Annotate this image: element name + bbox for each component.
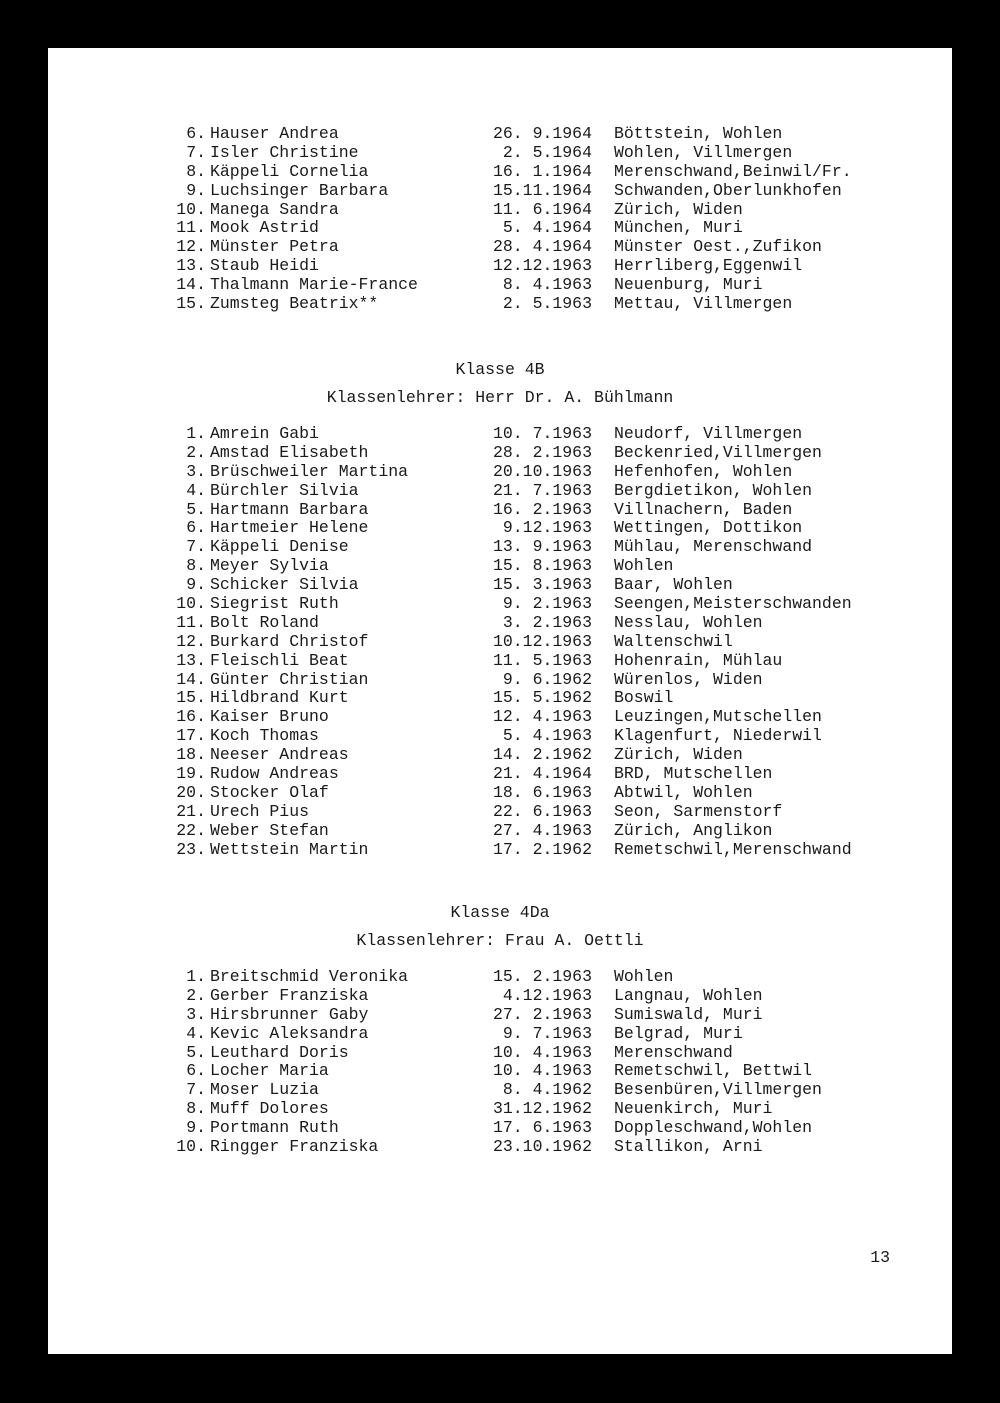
student-name: Kaiser Bruno xyxy=(210,707,329,727)
student-row xyxy=(48,257,952,276)
student-number: 7. xyxy=(186,142,206,162)
birth-date: 8. 4.1962 xyxy=(502,1080,592,1100)
hometown-residence: Böttstein, Wohlen xyxy=(614,124,783,143)
student-row xyxy=(48,1006,952,1025)
student-list-continued xyxy=(48,125,952,314)
student-number: 3. xyxy=(186,461,206,481)
student-name: Hartmeier Helene xyxy=(210,518,369,538)
birth-date: 10. 7.1963 xyxy=(492,424,592,443)
student-name: Staub Heidi xyxy=(210,256,319,276)
birth-date: 28. 4.1964 xyxy=(492,237,592,257)
student-number: 13. xyxy=(176,256,206,276)
student-row xyxy=(48,671,952,690)
hometown-residence: Zürich, Widen xyxy=(614,199,743,219)
student-name: Neeser Andreas xyxy=(210,745,349,765)
student-name: Wettstein Martin xyxy=(210,839,369,859)
hometown-residence: Neudorf, Villmergen xyxy=(614,424,803,443)
birth-date: 12. 4.1963 xyxy=(492,707,592,727)
student-number: 7. xyxy=(186,537,206,557)
birth-date: 28. 2.1963 xyxy=(492,442,592,462)
student-number: 5. xyxy=(186,1042,206,1062)
student-number: 6. xyxy=(186,1061,206,1081)
hometown-residence: Schwanden,Oberlunkhofen xyxy=(614,180,842,200)
hometown-residence: Stallikon, Arni xyxy=(614,1137,763,1157)
hometown-residence: Mettau, Villmergen xyxy=(614,294,793,314)
student-row xyxy=(48,614,952,633)
hometown-residence: Nesslau, Wohlen xyxy=(614,612,763,632)
student-name: Thalmann Marie-France xyxy=(210,275,418,295)
birth-date: 3. 2.1963 xyxy=(502,612,592,632)
student-row xyxy=(48,463,952,482)
birth-date: 31.12.1962 xyxy=(492,1099,592,1119)
student-name: Stocker Olaf xyxy=(210,782,329,802)
student-number: 2. xyxy=(186,985,206,1005)
birth-date: 12.12.1963 xyxy=(492,256,592,276)
birth-date: 27. 2.1963 xyxy=(492,1004,592,1024)
student-number: 9. xyxy=(186,180,206,200)
student-row xyxy=(48,784,952,803)
student-row xyxy=(48,444,952,463)
student-name: Rudow Andreas xyxy=(210,764,339,784)
student-number: 12. xyxy=(176,237,206,257)
student-row xyxy=(48,822,952,841)
hometown-residence: Merenschwand,Beinwil/Fr. xyxy=(614,161,852,181)
student-row xyxy=(48,968,952,987)
birth-date: 21. 4.1964 xyxy=(492,764,592,784)
student-row xyxy=(48,1025,952,1044)
student-name: Weber Stefan xyxy=(210,820,329,840)
hometown-residence: Wohlen xyxy=(614,556,674,576)
student-name: Hartmann Barbara xyxy=(210,499,369,519)
student-number: 7. xyxy=(186,1080,206,1100)
birth-date: 17. 2.1962 xyxy=(492,839,592,859)
student-number: 9. xyxy=(186,575,206,595)
birth-date: 15. 8.1963 xyxy=(492,556,592,576)
student-row xyxy=(48,595,952,614)
student-name: Moser Luzia xyxy=(210,1080,319,1100)
student-name: Manega Sandra xyxy=(210,199,339,219)
hometown-residence: Belgrad, Muri xyxy=(614,1023,743,1043)
birth-date: 27. 4.1963 xyxy=(492,820,592,840)
birth-date: 15. 3.1963 xyxy=(492,575,592,595)
student-row xyxy=(48,519,952,538)
hometown-residence: Mühlau, Merenschwand xyxy=(614,537,813,557)
student-name: Günter Christian xyxy=(210,669,369,689)
student-number: 6. xyxy=(186,124,206,143)
birth-date: 11. 5.1963 xyxy=(492,650,592,670)
student-row xyxy=(48,201,952,220)
hometown-residence: BRD, Mutschellen xyxy=(614,764,773,784)
birth-date: 20.10.1963 xyxy=(492,461,592,481)
student-row xyxy=(48,125,952,144)
birth-date: 15. 2.1963 xyxy=(492,967,592,986)
student-row xyxy=(48,163,952,182)
student-name: Amstad Elisabeth xyxy=(210,442,369,462)
student-name: Amrein Gabi xyxy=(210,424,319,443)
birth-date: 21. 7.1963 xyxy=(492,480,592,500)
hometown-residence: Würenlos, Widen xyxy=(614,669,763,689)
student-number: 5. xyxy=(186,499,206,519)
student-row xyxy=(48,652,952,671)
student-row xyxy=(48,182,952,201)
birth-date: 10.12.1963 xyxy=(492,631,592,651)
class-4b-title: Klasse 4B xyxy=(455,360,545,379)
student-row xyxy=(48,501,952,520)
hometown-residence: Merenschwand xyxy=(614,1042,733,1062)
student-row xyxy=(48,746,952,765)
birth-date: 18. 6.1963 xyxy=(492,782,592,802)
student-row xyxy=(48,1138,952,1157)
student-name: Hirsbrunner Gaby xyxy=(210,1004,369,1024)
hometown-residence: Waltenschwil xyxy=(614,631,733,651)
student-name: Portmann Ruth xyxy=(210,1118,339,1138)
student-number: 14. xyxy=(176,669,206,689)
student-number: 10. xyxy=(176,199,206,219)
birth-date: 5. 4.1963 xyxy=(502,726,592,746)
student-name: Brüschweiler Martina xyxy=(210,461,409,481)
class-4da-title: Klasse 4Da xyxy=(450,903,550,922)
birth-date: 10. 4.1963 xyxy=(492,1061,592,1081)
student-name: Hauser Andrea xyxy=(210,124,339,143)
student-name: Siegrist Ruth xyxy=(210,594,339,614)
student-row xyxy=(48,708,952,727)
birth-date: 8. 4.1963 xyxy=(502,275,592,295)
student-row xyxy=(48,1044,952,1063)
hometown-residence: Abtwil, Wohlen xyxy=(614,782,753,802)
student-row xyxy=(48,219,952,238)
birth-date: 10. 4.1963 xyxy=(492,1042,592,1062)
birth-date: 9.12.1963 xyxy=(502,518,592,538)
birth-date: 9. 2.1963 xyxy=(502,594,592,614)
student-number: 10. xyxy=(176,1137,206,1157)
student-name: Schicker Silvia xyxy=(210,575,359,595)
hometown-residence: Remetschwil, Bettwil xyxy=(614,1061,813,1081)
student-name: Ringger Franziska xyxy=(210,1137,379,1157)
student-number: 9. xyxy=(186,1118,206,1138)
birth-date: 9. 6.1962 xyxy=(502,669,592,689)
birth-date: 15. 5.1962 xyxy=(492,688,592,708)
student-name: Bolt Roland xyxy=(210,612,319,632)
hometown-residence: Langnau, Wohlen xyxy=(614,985,763,1005)
hometown-residence: Hefenhofen, Wohlen xyxy=(614,461,793,481)
student-number: 1. xyxy=(186,967,206,986)
birth-date: 2. 5.1964 xyxy=(502,142,592,162)
student-name: Bürchler Silvia xyxy=(210,480,359,500)
student-row xyxy=(48,538,952,557)
birth-date: 5. 4.1964 xyxy=(502,218,592,238)
student-name: Hildbrand Kurt xyxy=(210,688,349,708)
hometown-residence: Doppleschwand,Wohlen xyxy=(614,1118,813,1138)
student-row xyxy=(48,1100,952,1119)
hometown-residence: Wohlen, Villmergen xyxy=(614,142,793,162)
student-number: 8. xyxy=(186,556,206,576)
student-row xyxy=(48,765,952,784)
student-name: Münster Petra xyxy=(210,237,339,257)
student-row xyxy=(48,1081,952,1100)
student-row xyxy=(48,425,952,444)
student-name: Käppeli Cornelia xyxy=(210,161,369,181)
hometown-residence: Wohlen xyxy=(614,967,674,986)
student-number: 20. xyxy=(176,782,206,802)
student-row xyxy=(48,144,952,163)
student-row xyxy=(48,482,952,501)
hometown-residence: Münster Oest.,Zufikon xyxy=(614,237,822,257)
student-row xyxy=(48,576,952,595)
student-number: 22. xyxy=(176,820,206,840)
student-row xyxy=(48,238,952,257)
birth-date: 26. 9.1964 xyxy=(492,124,592,143)
student-name: Zumsteg Beatrix** xyxy=(210,294,379,314)
birth-date: 13. 9.1963 xyxy=(492,537,592,557)
student-name: Koch Thomas xyxy=(210,726,319,746)
student-number: 15. xyxy=(176,688,206,708)
student-number: 4. xyxy=(186,480,206,500)
student-number: 11. xyxy=(176,612,206,632)
birth-date: 2. 5.1963 xyxy=(502,294,592,314)
student-number: 8. xyxy=(186,1099,206,1119)
student-row xyxy=(48,633,952,652)
birth-date: 16. 1.1964 xyxy=(492,161,592,181)
hometown-residence: Neuenkirch, Muri xyxy=(614,1099,773,1119)
hometown-residence: Sumiswald, Muri xyxy=(614,1004,763,1024)
birth-date: 9. 7.1963 xyxy=(502,1023,592,1043)
student-number: 3. xyxy=(186,1004,206,1024)
class-4da-teacher: Klassenlehrer: Frau A. Oettli xyxy=(356,931,644,950)
student-number: 18. xyxy=(176,745,206,765)
student-row xyxy=(48,803,952,822)
student-row xyxy=(48,1062,952,1081)
student-number: 4. xyxy=(186,1023,206,1043)
hometown-residence: Seengen,Meisterschwanden xyxy=(614,594,852,614)
hometown-residence: Leuzingen,Mutschellen xyxy=(614,707,822,727)
student-row xyxy=(48,987,952,1006)
class-4da-student-list xyxy=(48,968,952,1157)
student-number: 11. xyxy=(176,218,206,238)
hometown-residence: Neuenburg, Muri xyxy=(614,275,763,295)
student-name: Breitschmid Veronika xyxy=(210,967,409,986)
student-number: 10. xyxy=(176,594,206,614)
student-row xyxy=(48,295,952,314)
hometown-residence: Klagenfurt, Niederwil xyxy=(614,726,822,746)
birth-date: 14. 2.1962 xyxy=(492,745,592,765)
birth-date: 22. 6.1963 xyxy=(492,801,592,821)
student-name: Fleischli Beat xyxy=(210,650,349,670)
student-number: 23. xyxy=(176,839,206,859)
student-row xyxy=(48,276,952,295)
birth-date: 11. 6.1964 xyxy=(492,199,592,219)
document-page xyxy=(48,48,952,1354)
student-name: Luchsinger Barbara xyxy=(210,180,389,200)
student-row xyxy=(48,841,952,860)
student-number: 12. xyxy=(176,631,206,651)
student-row xyxy=(48,689,952,708)
student-number: 2. xyxy=(186,442,206,462)
student-name: Leuthard Doris xyxy=(210,1042,349,1062)
student-row xyxy=(48,1119,952,1138)
hometown-residence: Zürich, Anglikon xyxy=(614,820,773,840)
student-name: Mook Astrid xyxy=(210,218,319,238)
hometown-residence: München, Muri xyxy=(614,218,743,238)
student-name: Burkard Christof xyxy=(210,631,369,651)
student-number: 14. xyxy=(176,275,206,295)
hometown-residence: Villnachern, Baden xyxy=(614,499,793,519)
student-name: Muff Dolores xyxy=(210,1099,329,1119)
student-number: 16. xyxy=(176,707,206,727)
student-name: Gerber Franziska xyxy=(210,985,369,1005)
hometown-residence: Besenbüren,Villmergen xyxy=(614,1080,822,1100)
student-name: Käppeli Denise xyxy=(210,537,349,557)
birth-date: 16. 2.1963 xyxy=(492,499,592,519)
student-number: 13. xyxy=(176,650,206,670)
class-4b-teacher: Klassenlehrer: Herr Dr. A. Bühlmann xyxy=(326,388,674,407)
hometown-residence: Boswil xyxy=(614,688,674,708)
hometown-residence: Baar, Wohlen xyxy=(614,575,733,595)
class-4b-student-list xyxy=(48,425,952,859)
student-row xyxy=(48,557,952,576)
student-number: 1. xyxy=(186,424,206,443)
student-name: Kevic Aleksandra xyxy=(210,1023,369,1043)
student-number: 17. xyxy=(176,726,206,746)
birth-date: 15.11.1964 xyxy=(492,180,592,200)
page-number: 13 xyxy=(870,1248,890,1267)
student-name: Isler Christine xyxy=(210,142,359,162)
student-name: Meyer Sylvia xyxy=(210,556,329,576)
hometown-residence: Remetschwil,Merenschwand xyxy=(614,839,852,859)
hometown-residence: Hohenrain, Mühlau xyxy=(614,650,783,670)
hometown-residence: Zürich, Widen xyxy=(614,745,743,765)
student-name: Urech Pius xyxy=(210,801,310,821)
hometown-residence: Seon, Sarmenstorf xyxy=(614,801,783,821)
student-number: 15. xyxy=(176,294,206,314)
student-name: Locher Maria xyxy=(210,1061,329,1081)
hometown-residence: Beckenried,Villmergen xyxy=(614,442,822,462)
birth-date: 23.10.1962 xyxy=(492,1137,592,1157)
student-number: 19. xyxy=(176,764,206,784)
student-number: 6. xyxy=(186,518,206,538)
hometown-residence: Herrliberg,Eggenwil xyxy=(614,256,803,276)
hometown-residence: Wettingen, Dottikon xyxy=(614,518,803,538)
birth-date: 4.12.1963 xyxy=(502,985,592,1005)
student-number: 21. xyxy=(176,801,206,821)
student-number: 8. xyxy=(186,161,206,181)
hometown-residence: Bergdietikon, Wohlen xyxy=(614,480,813,500)
student-row xyxy=(48,727,952,746)
birth-date: 17. 6.1963 xyxy=(492,1118,592,1138)
